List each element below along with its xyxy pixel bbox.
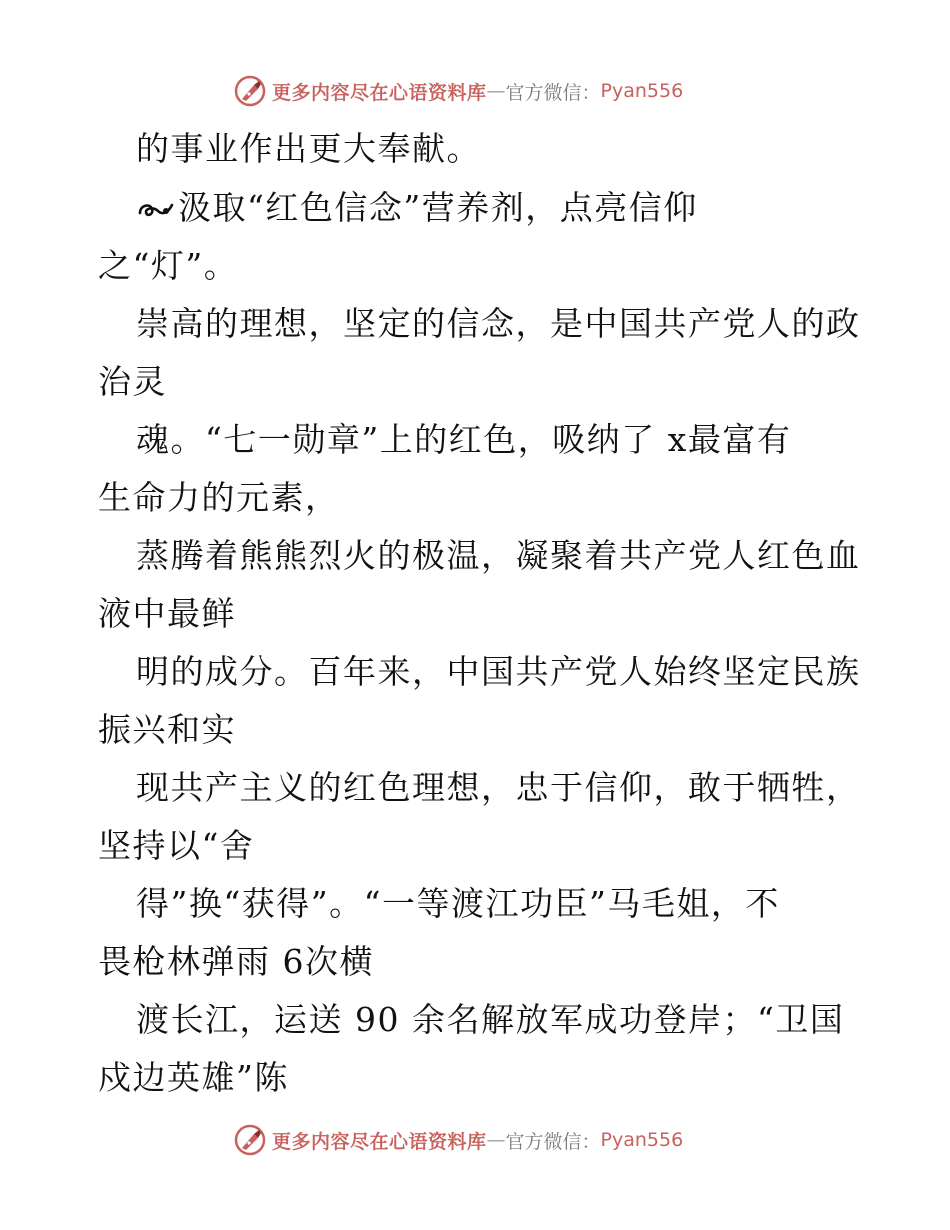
body-line: 的事业作出更大奉献。: [136, 129, 481, 168]
body-line: 之“灯”。: [98, 246, 239, 285]
body-line: 坚持以“舍: [98, 826, 255, 865]
body-line: 渡长江，运送 90 余名解放军成功登岸；“卫国: [136, 1000, 845, 1039]
banner-wechat-id: Pyan556: [600, 1129, 684, 1151]
body-line: 崇高的理想，坚定的信念，是中国共产党人的政: [136, 304, 861, 343]
body-line: 明的成分。百年来，中国共产党人始终坚定民族: [136, 652, 861, 691]
body-line: 现共产主义的红色理想，忠于信仰，敢于牺牲，: [136, 768, 861, 807]
body-line: 得”换“获得”。“一等渡江功臣”马毛姐，不: [136, 884, 780, 923]
body-line: 畏枪林弹雨 6次横: [98, 942, 374, 981]
body-line: 振兴和实: [98, 710, 236, 749]
heading-text: 汲取“红色信念”营养剂，点亮信仰: [178, 188, 698, 227]
banner-title: 更多内容尽在心语资料库: [272, 81, 487, 104]
pen-nib-logo-icon: [234, 1124, 266, 1156]
banner-title: 更多内容尽在心语资料库: [272, 1130, 487, 1153]
banner-separator: —: [486, 80, 506, 102]
heading-line: [136, 186, 698, 230]
pen-nib-logo-icon: [234, 75, 266, 107]
footer-banner: [234, 1120, 683, 1160]
body-line: 液中最鲜: [98, 594, 236, 633]
banner-wechat-label: 官方微信：: [505, 81, 601, 104]
banner-wechat-label: 官方微信：: [505, 1130, 601, 1153]
banner-separator: —: [486, 1129, 506, 1151]
body-line: 戍边英雄”陈: [98, 1058, 289, 1097]
body-line: 生命力的元素，: [98, 478, 340, 517]
body-line: 治灵: [98, 362, 167, 401]
header-banner: [234, 71, 683, 111]
body-line: 蒸腾着熊熊烈火的极温，凝聚着共产党人红色血: [136, 536, 861, 575]
decorative-swirl-bullet-icon: [136, 197, 176, 221]
body-line: 魂。“七一勋章”上的红色，吸纳了 x最富有: [136, 420, 792, 459]
banner-wechat-id: Pyan556: [600, 80, 684, 102]
